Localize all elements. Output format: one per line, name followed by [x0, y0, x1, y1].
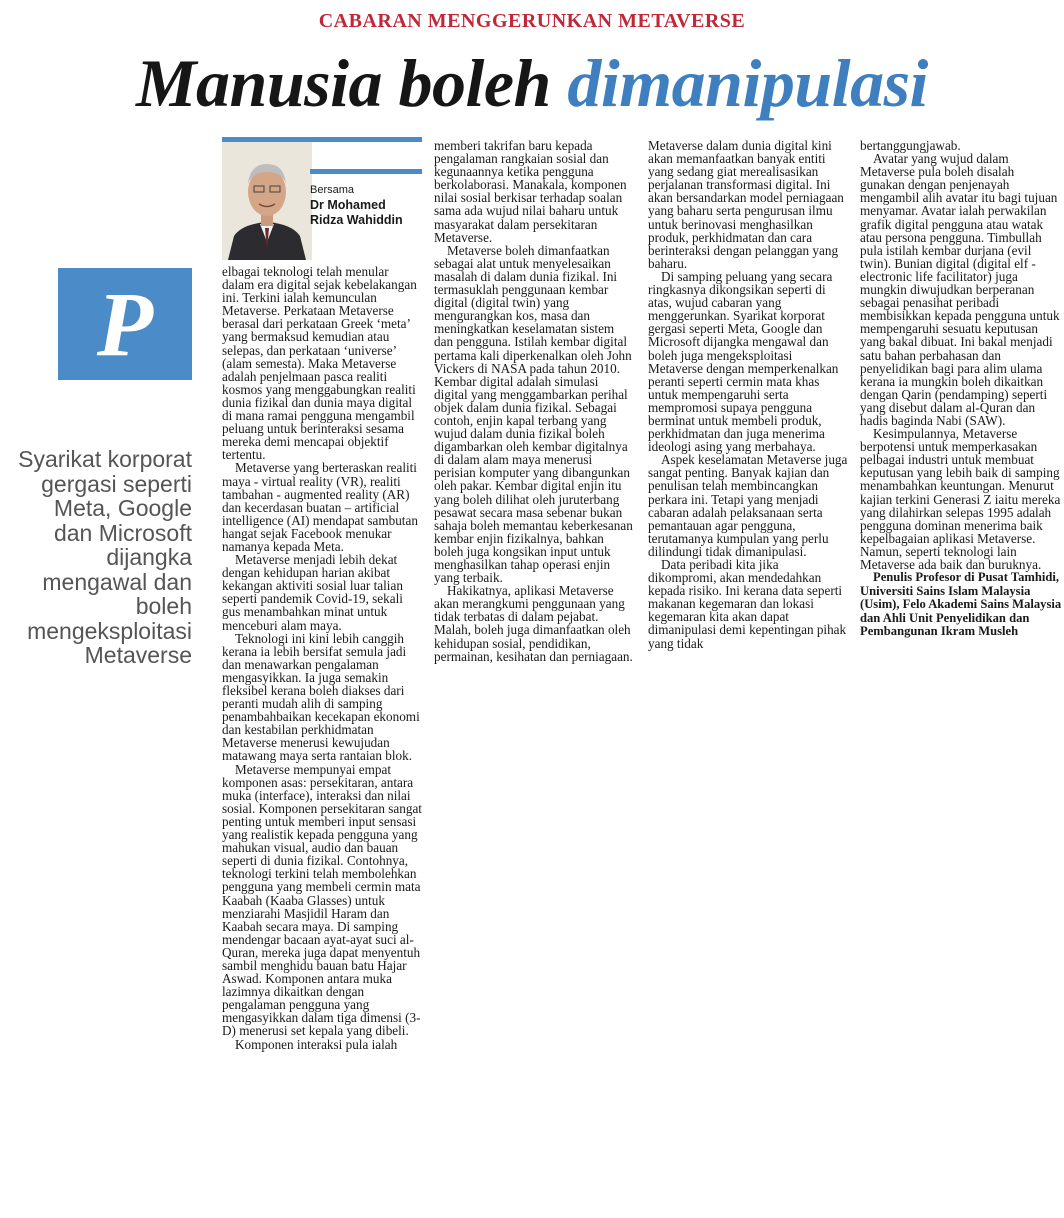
author-note: Penulis Profesor di Pusat Tamhidi, Universiti Sains Islam Malaysia (Usim), Felo Akademi Sains Malaysia dan Ahli Unit Penyelidikan dan Pembangunan Ikram Musleh	[860, 570, 1062, 639]
headline	[0, 40, 1064, 126]
byline-rule	[310, 169, 422, 174]
author-name	[310, 198, 422, 228]
paragraph: Metaverse boleh dimanfaatkan sebagai alat untuk menyelesaikan masalah di dalam dunia fizikal. Ini termasuklah penggunaan kembar digital (digital twin) yang mengurangkan kos, masa dan meningkatkan keselamatan sistem dan pengguna. Istilah kembar digital pertama kali diperkenalkan oleh John Vickers di NASA pada tahun 2010. Kembar digital adalah simulasi digital yang menggambarkan perihal objek dalam dunia fizikal. Sebagai contoh, enjin kapal terbang yang wujud dalam dunia fizikal boleh digambarkan oleh kembar digitalnya di dalam alam maya menerusi perisian komputer yang dibangunkan oleh pakar. Kembar digital enjin itu yang boleh dilihat oleh juruterbang pesawat secara masa sebenar bukan sahaja boleh memantau keberkesanan kembar enjin fizikalnya, bahkan boleh juga kongsikan input untuk menghasilkan tahap operasi enjin yang terbaik.	[434, 242, 633, 586]
paragraph: Hakikatnya, aplikasi Metaverse akan merangkumi penggunaan yang tidak terbatas di dalam pejabat. Malah, boleh juga dimanfaatkan oleh kehidupan sosial, pendidikan, permainan, kesihatan dan perniagaan.	[434, 583, 633, 664]
author-name-line2: Ridza Wahiddin	[310, 213, 403, 227]
author-byline	[222, 137, 422, 260]
paragraph: Avatar yang wujud dalam Metaverse pula boleh disalah gunakan dengan penjenayah mengambil alih avatar itu bagi tujuan menyamar. Avatar ialah perwakilan grafik digital pengguna atau watak atau persona pengguna. Timbullah pula istilah kembar durjana (evil twin). Bunian digital (digital elf - electronic life facilitator) juga mungkin diwujudkan berperanan sebagai penasihat peribadi membisikkan kepada pengguna untuk mempengaruhi sesuatu keputusan yang bakal dibuat. Ini bakal menjadi satu bahan perbahasan dan penyelidikan bagi para alim ulama kerana ia mungkin boleh dikaitkan dengan Qarin (pendamping) seperti yang disebut dalam al-Quran dan hadis baginda Nabi (SAW).	[860, 151, 1060, 428]
paragraph: Metaverse dalam dunia digital kini akan memanfaatkan banyak entiti yang sedang giat merealisasikan perjalanan transformasi digital. Ini akan bersandarkan model perniagaan yang baharu serta pengurusan ilmu untuk berinovasi menghasilkan produk, perkhidmatan dan cara berinteraksi dengan pelanggan yang baharu.	[648, 139, 844, 271]
byline-prefix: Bersama	[310, 184, 355, 196]
paragraph: bertanggungjawab.	[860, 139, 961, 153]
drop-cap: P	[58, 268, 192, 380]
author-photo	[222, 142, 312, 260]
paragraph: Aspek keselamatan Metaverse juga sangat penting. Banyak kajian dan penulisan telah membincangkan perkara ini. Tetapi yang menjadi cabaran adalah pelaksanaan serta pemantauan agar pengguna, terutamanya kumpulan yang perlu dilindungi tidak dimanipulasi.	[648, 452, 848, 559]
article-column-3	[648, 139, 848, 1199]
paragraph: elbagai teknologi telah menular dalam era digital sejak kebelakangan ini. Terkini ialah kemunculan Metaverse. Perkataan Metaverse berasal dari perkataan Greek ‘meta’ yang bermaksud kemudian atau selepas, dan perkataan ‘universe’ (alam semesta). Maka Metaverse adalah penjelmaan pasca realiti kosmos yang menggabungkan realiti dunia fizikal dan dunia maya digital di mana ramai pengguna mengambil peluang untuk berinteraksi sesama mereka demi mencapai objektif tertentu.	[222, 265, 417, 463]
paragraph: Metaverse yang berteraskan realiti maya - virtual reality (VR), realiti tambahan - augmented reality (AR) dan kecerdasan buatan – artificial intelligence (AI) mendapat sambutan hangat sejak Facebook menukar namanya kepada Meta.	[222, 460, 418, 554]
headline-part1: Manusia boleh	[136, 45, 568, 121]
pull-quote: Syarikat korporat gergasi seperti Meta, Google dan Microsoft dijangka mengawal dan boleh mengeksploitasi Metaverse	[18, 446, 192, 668]
paragraph: Teknologi ini kini lebih canggih kerana ia lebih bersifat semula jadi dan menawarkan pengalaman mengasyikkan. Ia juga semakin fleksibel kerana boleh diakses dari peranti mudah alih di samping penambahbaikan kecekapan ekonomi dan kestabilan perkhidmatan Metaverse menerusi kewujudan matawang maya serta rantaian blok.	[222, 630, 420, 764]
paragraph: Komponen interaksi pula ialah	[235, 1036, 398, 1052]
paragraph: memberi takrifan baru kepada pengalaman rangkaian sosial dan kegunaannya ketika pengguna berkolaborasi. Manakala, komponen nilai sosial berkisar terhadap soalan sama ada wujud nilai baharu untuk masyarakat dalam persekitaran Metaverse.	[434, 139, 627, 245]
article-column-4	[860, 139, 1062, 1199]
paragraph: Data peribadi kita jika dikompromi, akan mendedahkan kepada risiko. Ini kerana data seperti makanan kegemaran dan lokasi kegemaran kita akan dapat dimanipulasi demi kepentingan pihak yang tidak	[648, 557, 847, 651]
author-name-line1: Dr Mohamed	[310, 198, 386, 212]
paragraph: Metaverse mempunyai empat komponen asas: persekitaran, antara muka (interface), interaksi dan nilai sosial. Komponen persekitaran sangat penting untuk memberi input sensasi yang realistik kepada pengguna yang mahukan visual, audio dan bauan seperti di dunia fizikal. Contohnya, teknologi terkini telah membolehkan pengguna yang membeli cermin mata Kaabah (Kaaba Glasses) untuk menziarahi Masjidil Haram dan Kaabah secara maya. Di samping mendengar bacaan ayat-ayat suci al-Quran, mereka juga dapat menyentuh sambil menghidu bauan batu Hajar Aswad. Komponen antara muka lazimnya dikaitkan dengan pengalaman pengguna yang mengasyikkan dalam tiga dimensi (3-D) menerusi set kepala yang dibeli.	[222, 761, 422, 1039]
article-column-2	[434, 139, 634, 1199]
kicker: CABARAN MENGGERUNKAN METAVERSE	[318, 10, 746, 32]
paragraph: Metaverse menjadi lebih dekat dengan kehidupan harian akibat kekangan aktiviti sosial luar talian seperti pandemik Covid-19, sekali gus menambahkan minat untuk menceburi alam maya.	[222, 552, 403, 633]
article-column-1	[222, 265, 422, 1205]
headline-part2: dimanipulasi	[567, 45, 928, 121]
paragraph: Di samping peluang yang secara ringkasnya dikongsikan seperti di atas, wujud cabaran yang menggerunkan. Syarikat korporat gergasi seperti Meta, Google dan Microsoft dijangka mengawal dan boleh juga mengeksploitasi Metaverse dengan memperkenalkan peranti seperti cermin mata khas untuk mempengaruhi serta mempromosi supaya pengguna berminat untuk membeli produk, perkhidmatan dan juga menerima ideologi asing yang merbahaya.	[648, 268, 839, 455]
paragraph: Kesimpulannya, Metaverse berpotensi untuk memperkasakan pelbagai industri untuk membuat keputusan yang lebih baik di samping menambahkan keuntungan. Menurut kajian terkini Generasi Z iaitu mereka yang dilahirkan selepas 1995 adalah pengguna dominan menerima baik kepelbagaian aplikasi Metaverse. Namun, seperti teknologi lain Metaverse ada baik dan buruknya.	[860, 426, 1061, 572]
